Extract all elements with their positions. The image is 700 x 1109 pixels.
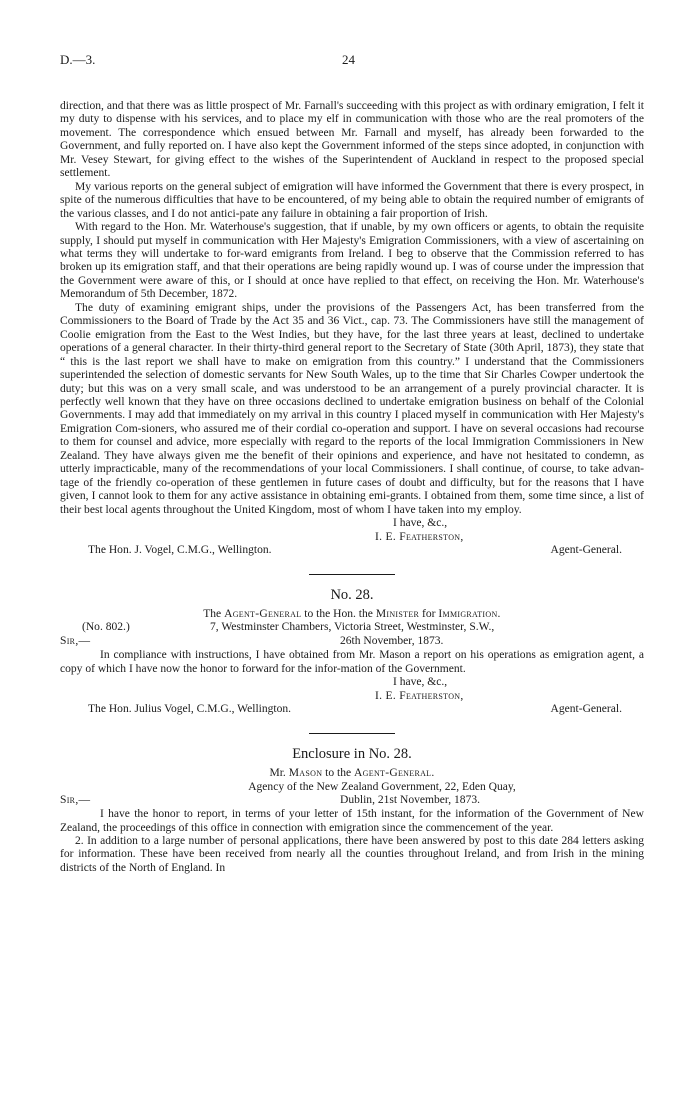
paragraph: My various reports on the general subject of emigration will have informed the Government that there is every prospect, in spite of the numerous difficulties that have to be encountered, of my being able to obtain the required number of emigrants of the various classes, and I do not antici-pate any failure in obtaining a fair proportion of Irish. <box>60 180 644 220</box>
document-reference: D.—3. <box>60 52 96 67</box>
enclosure-heading <box>60 767 644 780</box>
heading-word: Mr. <box>269 767 286 780</box>
heading-word: to the <box>325 767 352 780</box>
section-divider <box>309 733 395 734</box>
letter-1-body <box>60 100 644 517</box>
letter-1-closing: I have, &c., <box>393 517 448 530</box>
heading-sender: Mason <box>288 767 323 780</box>
paragraph: I have the honor to report, in terms of your letter of 15th instant, for the information of the Government of New Zealand, the proceedings of this office in connection with emigration since the commencement of the year. <box>60 808 644 834</box>
paragraph: The duty of examining emigrant ships, under the provisions of the Passengers Act, has been transferred from the Commissioners to the Board of Trade by the Act 35 and 36 Vict., cap. 73. The Commissioners have still the management of Coolie emigration from the East to the West Indies, but they have, for the last three years at least, declined to undertake operations of a general character. In their thirty-third general report to the Secretary of State (30th April, 1873), they state that “ this is the last report we shall have to make on emigration from this country.” I understand that the Commissioners superintended the selection of domestic servants for New South Wales, up to the time that Sir Charles Cowper undertook the duty; but this was on a very small scale, and was understood to be an arrangement of a purely provincial character. It is perfectly well known that they have on three occasions declined to undertake emigration business on behalf of the Colonial Governments. I may add that immediately on my arrival in this country I placed myself in communication with Her Majesty's Emigration Com-sioners, who assured me of their cordial co-operation and support. I have on several occasions had recourse to them for counsel and advice, more especially with regard to the reports of the local Immigration Commissioners in New Zealand. They have always given me the benefit of their opinions and experience, and have not hesitated to condemn, as utterly impracticable, many of the recommendations of your local Commissioners. I shall continue, of course, to take advan-tage of the friendly co-operation of these gentlemen in future cases of doubt and difficulty, but for the reasons that I have given, I cannot look to them for any active assistance in obtaining emi-grants. I obtained from them, some time since, a list of their best local agents throughout the United Kingdom, most of whom I have taken into my employ. <box>60 301 644 516</box>
page-header <box>60 52 644 74</box>
letter-2-addressee-line <box>60 703 644 717</box>
letter-2-salutation: Sir,— <box>60 635 91 648</box>
letter-2-address: 7, Westminster Chambers, Victoria Street, Westminster, S.W., <box>210 621 495 634</box>
letter-1-addressee: The Hon. J. Vogel, C.M.G., Wellington. <box>88 543 272 556</box>
page-number: 24 <box>342 52 355 67</box>
enclosure-salutation-line <box>60 794 644 808</box>
paragraph: 2. In addition to a large number of personal applications, there have been answered by post to this date 284 letters asking for information. These have been received from nearly all the counties throughout Ireland, and from Irish in the mining districts of the North of England. In <box>60 835 644 874</box>
letter-2-reference-line <box>60 621 644 635</box>
heading-sender: Agent-General <box>224 607 302 620</box>
letter-2-title: Agent-General. <box>550 703 622 716</box>
letter-2-number: No. 28. <box>330 586 374 603</box>
enclosure-salutation: Sir,— <box>60 794 91 807</box>
enclosure-date: Dublin, 21st November, 1873. <box>340 794 481 807</box>
letter-2-ref-no: (No. 802.) <box>82 621 130 634</box>
heading-word: to the Hon. the <box>304 607 373 620</box>
heading-word: for <box>422 607 436 620</box>
letter-1-signature: I. E. Featherston, <box>375 530 464 543</box>
letter-1-title: Agent-General. <box>550 543 622 556</box>
heading-recipient: Agent-General. <box>354 767 435 780</box>
letter-2-date: 26th November, 1873. <box>340 635 444 648</box>
paragraph: In compliance with instructions, I have obtained from Mr. Mason a report on his operations as emigration agent, a copy of which I have now the honor to forward for the infor-mation of the Government. <box>60 649 644 675</box>
paragraph: With regard to the Hon. Mr. Waterhouse's suggestion, that if unable, by my own officers or agents, to obtain the requisite supply, I should put myself in communication with Her Majesty's Emigration Commissioners, with a view of ascertaining on what terms they will undertake to for-ward emigrants from Ireland. I beg to observe that the Commission referred to has broken up its emigration staff, and that their operations are being rapidly wound up. I was of course under the impression that the Government were aware of this, or I should at once have replied to that effect, on receiving the Hon. Mr. Waterhouse's Memorandum of 5th December, 1872. <box>60 221 644 301</box>
paragraph: direction, and that there was as little prospect of Mr. Farnall's succeeding with this project as with ordinary emigration, I felt it my duty to dispense with his services, and to place my elf in communication with those who are the real promoters of the movement. The correspondence which ensued between Mr. Farnall and myself, has already been forwarded to the Government, and fully reported on. I have also kept the Government informed of the steps since adopted, in conjunction with Mr. Vesey Stewart, for giving effect to the wishes of the Superintendent of Auckland in respect to the proposed special settlement. <box>60 100 644 180</box>
letter-2-signature: I. E. Featherston, <box>375 689 464 702</box>
letter-2-closing: I have, &c., <box>393 676 448 689</box>
heading-recipient: Minister <box>375 607 420 620</box>
letter-2-heading <box>60 608 644 621</box>
letter-1-addressee-line <box>60 544 644 558</box>
heading-recipient-dept: Immigration. <box>438 607 501 620</box>
section-divider <box>309 574 395 575</box>
enclosure-title: Enclosure in No. 28. <box>292 746 412 763</box>
enclosure-address: Agency of the New Zealand Government, 22, Eden Quay, <box>248 780 516 793</box>
letter-2-addressee: The Hon. Julius Vogel, C.M.G., Wellington. <box>88 703 292 716</box>
heading-word: The <box>203 607 222 620</box>
letter-2-salutation-line <box>60 635 644 649</box>
